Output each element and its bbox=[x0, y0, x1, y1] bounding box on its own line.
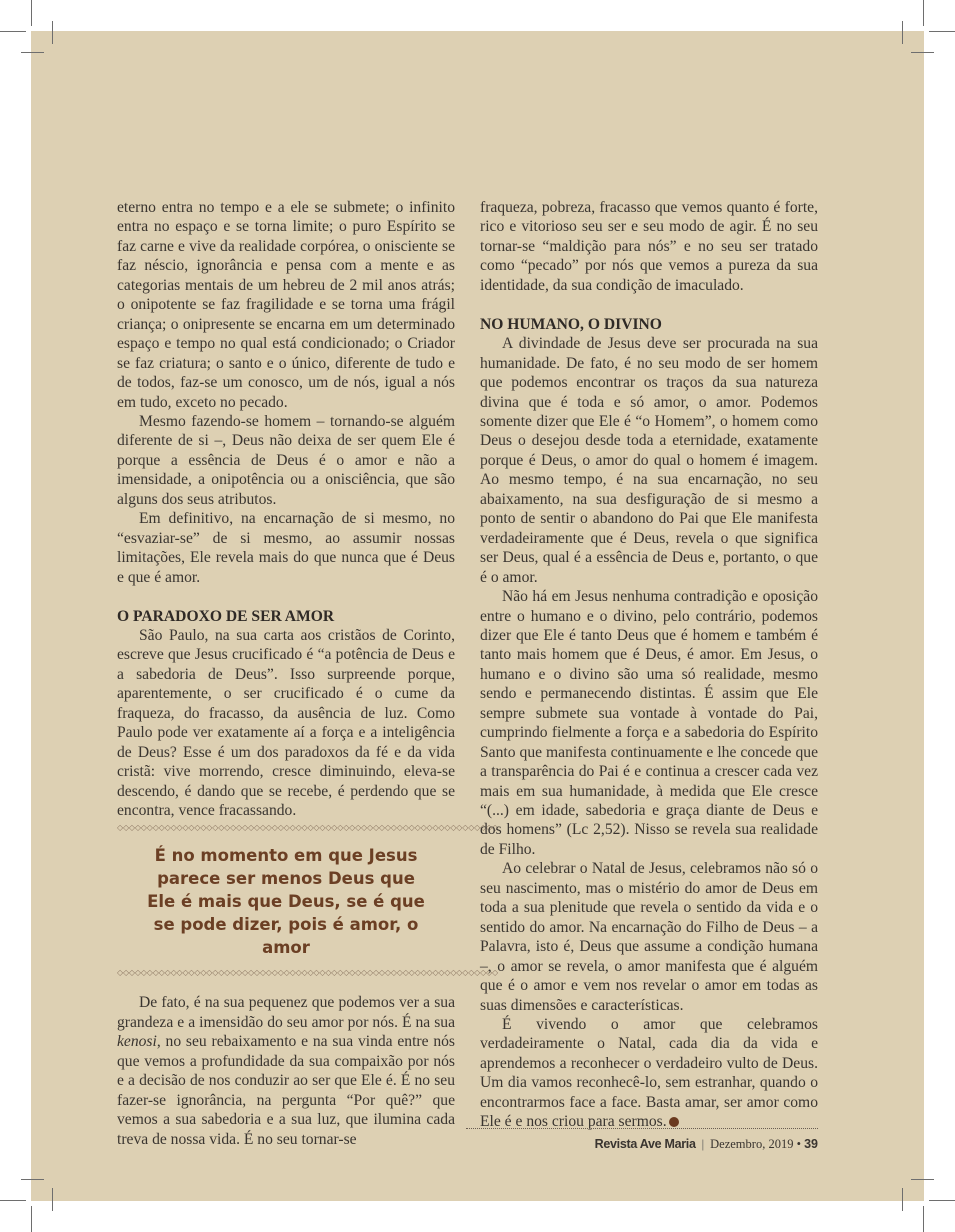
crop-mark-tl-h-outer bbox=[0, 31, 26, 32]
footer-separator: | bbox=[701, 1137, 705, 1151]
pull-quote: É no momento em que Jesus parece ser menos Deus que Ele é mais que Deus, se é que se pode dizer, pois é amor, o amor bbox=[147, 846, 425, 958]
paragraph: eterno entra no tempo e a ele se submete; o infinito entra no espaço e se torna limite; o puro Espírito se faz carne e vive da realidade corpórea, o onisciente se faz néscio, ignorância e pensa com a mente e as categorias mentais de um hebreu de 2 mil anos atrás; o onipotente se faz fragilidade e se torna uma frágil criança; o onipresente se encarna em um determinado espaço e tempo no qual está condicionado; o Criador se faz criatura; o santo e o único, diferente de tudo e de todos, faz-se um conosco, um de nós, igual a nós em tudo, exceto no pecado. bbox=[117, 199, 455, 411]
page-number: 39 bbox=[804, 1137, 818, 1151]
paragraph: Não há em Jesus nenhuma contradição e oposição entre o humano e o divino, pelo contrário, podemos dizer que Ele é tanto Deus que é homem e também é tanto mais homem que é Deus, é amor. Em Jesus, o humano e o divino são uma só realidade, mesmo sendo e permanecendo distintas. É assim que Ele sempre submete sua vontade à vontade do Pai, cumprindo fielmente a força e a sabedoria do Espírito Santo que manifesta continuamente e lhe concede que a transparência do Pai é e continua a crescer cada vez mais em sua humanidade, à medida que Ele cresce “(...) em idade, sabedoria e graça diante de Deus e dos homens” (Lc 2,52). Nisso se revela sua realidade de Filho. bbox=[480, 588, 818, 858]
paragraph bbox=[117, 993, 455, 1149]
paragraph: Mesmo fazendo-se homem – tornando-se alguém diferente de si –, Deus não deixa de ser quem Ele é porque a essência de Deus é o amor e não a imensidade, a onipotência ou a onisciência, que são alguns dos seus atributos. bbox=[117, 412, 455, 508]
paragraph: Ao celebrar o Natal de Jesus, celebramos não só o seu nascimento, mas o mistério do amor de Deus em toda a sua plenitude que revela o sentido da vida e o sentido do amor. Na encarnação do Filho de Deus – a Palavra, isto é, Deus que assume a condição humana –, o amor se revela, o amor manifesta que é alguém que é o amor e vem nos revelar o amor em todas as suas dimensões e características. bbox=[480, 860, 818, 1014]
paragraph: São Paulo, na sua carta aos cristãos de Corinto, escreve que Jesus crucificado é “a potência de Deus e a sabedoria de Deus”. Isso surpreende porque, aparentemente, o ser crucificado é o cume da fraqueza, do fracasso, da ausência de luz. Como Paulo pode ver exatamente aí a força e a inteligência de Deus? Esse é um dos paradoxos da fé e da vida cristã: vive morrendo, cresce diminuindo, eleva-se descendo, é dando que se recebe, é perdendo que se encontra, vence fracassando. bbox=[117, 626, 455, 820]
crop-mark-bl-v-outer bbox=[31, 1206, 32, 1232]
crop-mark-tl-v-inner bbox=[52, 21, 53, 44]
paragraph: Em definitivo, na encarnação de si mesmo, no “esvaziar-se” de si mesmo, ao assumir nossas limitações, Ele revela mais do que nunca que é Deus e que é amor. bbox=[117, 510, 455, 586]
italic-term: kenosi bbox=[117, 1033, 157, 1051]
ornament-divider-bottom: ◇◇◇◇◇◇◇◇◇◇◇◇◇◇◇◇◇◇◇◇◇◇◇◇◇◇◇◇◇◇◇◇◇◇◇◇◇◇◇◇◇◇◇◇◇◇◇◇◇◇◇◇◇◇◇◇◇◇◇◇◇◇◇◇ bbox=[117, 968, 498, 978]
text-run: É vivendo o amor que celebramos verdadeiramente o Natal, cada dia da vida e aprendemos a reconhecer o verdadeiro vulto de Deus. Um dia vamos reconhecê-lo, sem estranhar, quando o encontrarmos face a face. Basta amar, ser amor como Ele é e nos criou para sermos. bbox=[480, 1016, 818, 1131]
text-run: , no seu rebaixamento e na sua vinda entre nós que vemos a profundidade da sua compaixão por nós e a decisão de nos conduzir ao ser que Ele é. É no seu fazer-se ignorância, na pergunta “Por quê?” que vemos a sua sabedoria e a sua luz, que ilumina cada treva de nossa vida. É no seu tornar-se bbox=[117, 1033, 455, 1148]
crop-mark-tr-h-inner bbox=[911, 52, 934, 53]
crop-mark-tr-v-outer bbox=[923, 0, 924, 26]
left-column bbox=[117, 198, 498, 1149]
page-footer bbox=[595, 1137, 818, 1152]
footer-rule bbox=[466, 1128, 818, 1129]
crop-mark-br-h-inner bbox=[911, 1179, 934, 1180]
crop-mark-br-v-inner bbox=[902, 1188, 903, 1211]
crop-mark-tl-v-outer bbox=[31, 0, 32, 26]
section-heading: O PARADOXO DE SER AMOR bbox=[117, 607, 335, 625]
paragraph bbox=[480, 1015, 818, 1132]
paragraph: A divindade de Jesus deve ser procurada na sua humanidade. De fato, é no seu modo de ser homem que podemos encontrar os traços da sua natureza divina que é toda e só amor, o amor. Podemos somente dizer que Ele é “o Homem”, o homem como Deus o desejou desde toda a eternidade, exatamente porque é Deus, o amor do qual o homem é imagem. Ao mesmo tempo, é na sua encarnação, no seu abaixamento, na sua desfiguração de si mesmo a ponto de sentir o abandono do Pai que Ele manifesta verdadeiramente que é Deus, revela o que significa ser Deus, qual é a essência de Deus e, portanto, o que é o amor. bbox=[480, 335, 818, 586]
crop-mark-bl-h-outer bbox=[0, 1200, 26, 1201]
crop-mark-bl-v-inner bbox=[52, 1188, 53, 1211]
footer-bullet: • bbox=[796, 1137, 801, 1151]
text-run: De fato, é na sua pequenez que podemos ver a sua grandeza e a imensidão do seu amor por nós. É na sua bbox=[117, 994, 455, 1031]
crop-mark-tl-h-inner bbox=[21, 52, 44, 53]
right-column bbox=[480, 198, 818, 1132]
paragraph: fraqueza, pobreza, fracasso que vemos quanto é forte, rico e vitorioso seu ser e seu modo de agir. É no seu tornar-se “maldição para nós” e no seu ser tratado como “pecado” por nós que vemos a pureza da sua identidade, da sua condição de imaculado. bbox=[480, 199, 818, 294]
ornament-divider-top: ◇◇◇◇◇◇◇◇◇◇◇◇◇◇◇◇◇◇◇◇◇◇◇◇◇◇◇◇◇◇◇◇◇◇◇◇◇◇◇◇◇◇◇◇◇◇◇◇◇◇◇◇◇◇◇◇◇◇◇◇◇◇◇◇ bbox=[117, 823, 498, 833]
magazine-name: Revista Ave Maria bbox=[594, 1137, 696, 1151]
crop-mark-tr-v-inner bbox=[902, 21, 903, 44]
crop-mark-tr-h-outer bbox=[929, 31, 955, 32]
issue-date: Dezembro, 2019 bbox=[710, 1137, 794, 1151]
crop-mark-br-v-outer bbox=[923, 1206, 924, 1232]
section-heading: NO HUMANO, O DIVINO bbox=[480, 315, 662, 333]
crop-mark-br-h-outer bbox=[929, 1200, 955, 1201]
end-of-article-dot-icon bbox=[669, 1117, 679, 1127]
crop-mark-bl-h-inner bbox=[21, 1179, 44, 1180]
